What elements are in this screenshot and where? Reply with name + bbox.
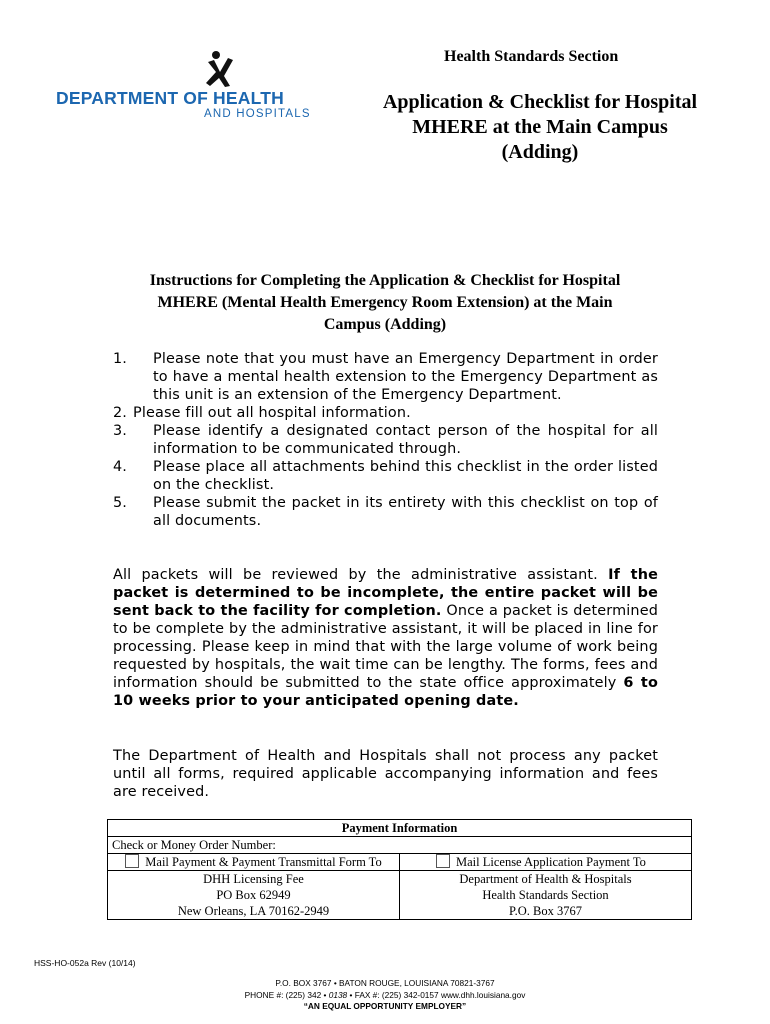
review-text: Once a packet is determined to be complete by the administrative assistant, it will be placed in line for processing. Please keep in mind that with the large volume of work being requested by hospitals, the wait time can be lengthy. The forms, fees and information should be submitted to the state office approximately <box>113 603 658 691</box>
list-item <box>113 404 658 422</box>
processing-paragraph: The Department of Health and Hospitals shall not process any packet until all forms, required applicable accompanying information and fees are received. <box>113 748 658 800</box>
step-number: 4. <box>113 459 128 475</box>
page-footer <box>185 978 585 1013</box>
step-number: 2. <box>113 405 128 421</box>
instructions-title-line: Campus (Adding) <box>323 316 447 333</box>
address-line: DHH Licensing Fee <box>203 872 304 886</box>
list-item <box>113 422 658 458</box>
instructions-title-line: MHERE (Mental Health Emergency Room Extension) at the Main <box>157 294 613 311</box>
mail-payment-label: Mail Payment & Payment Transmittal Form To <box>145 855 382 869</box>
payment-header: Payment Information <box>108 820 692 837</box>
timeline-note: 6 to 10 weeks prior to your anticipated opening date. <box>113 675 658 709</box>
mail-payment-option <box>108 854 400 871</box>
document-title-line: MHERE at the Main Campus <box>412 116 668 138</box>
instructions-title <box>110 270 660 336</box>
review-text: All packets will be reviewed by the administrative assistant. <box>113 567 609 583</box>
step-text: Please note that you must have an Emergency Department in order to have a mental health extension to the Emergency Department as this unit is an extension of the Emergency Department. <box>153 351 658 403</box>
document-title <box>370 90 710 165</box>
address-line: Department of Health & Hospitals <box>459 872 632 886</box>
document-title-line: Application & Checklist for Hospital <box>382 91 698 113</box>
payment-info-table <box>107 819 692 920</box>
address-line: New Orleans, LA 70162-2949 <box>177 904 330 918</box>
person-figure-icon <box>200 50 236 88</box>
check-number-label: Check or Money Order Number: <box>112 838 276 852</box>
mail-payment-checkbox[interactable] <box>125 854 139 868</box>
section-name: Health Standards Section <box>444 48 619 65</box>
footer-phone: PHONE #: (225) 342 • <box>244 989 329 1000</box>
form-code: HSS-HO-052a Rev (10/14) <box>34 958 136 968</box>
address-line: Health Standards Section <box>482 888 609 902</box>
footer-eoe: “AN EQUAL OPPORTUNITY EMPLOYER” <box>303 1001 467 1011</box>
step-text: Please place all attachments behind this checklist in the order listed on the checklist. <box>153 459 658 493</box>
list-item <box>113 350 658 404</box>
logo-text-primary: DEPARTMENT OF HEALTH <box>56 88 284 108</box>
incomplete-warning: If the packet is determined to be incomplete, the entire packet will be sent back to the facility for completion. <box>113 567 658 619</box>
footer-contact <box>185 990 585 1002</box>
list-item <box>113 458 658 494</box>
list-item <box>113 494 658 530</box>
instruction-steps <box>113 350 658 530</box>
footer-phone-ext: 0138 <box>328 989 348 1000</box>
step-number: 3. <box>113 423 128 439</box>
step-number: 1. <box>113 351 128 367</box>
check-number-field[interactable] <box>108 837 692 854</box>
instructions-title-line: Instructions for Completing the Application & Checklist for Hospital <box>149 272 621 289</box>
step-text: Please fill out all hospital information. <box>133 405 411 421</box>
step-number: 5. <box>113 495 128 511</box>
address-line: P.O. Box 3767 <box>509 904 582 918</box>
review-paragraph <box>113 566 658 710</box>
step-text: Please submit the packet in its entirety with this checklist on top of all documents. <box>153 495 658 529</box>
mail-license-label: Mail License Application Payment To <box>456 855 646 869</box>
step-text: Please identify a designated contact person of the hospital for all information to be communicated through. <box>153 423 658 457</box>
footer-address: P.O. BOX 3767 • BATON ROUGE, LOUISIANA 70821-3767 <box>275 978 495 988</box>
right-address <box>400 871 692 920</box>
address-line: PO Box 62949 <box>216 888 291 902</box>
document-title-line: (Adding) <box>501 141 579 163</box>
logo-text-secondary: AND HOSPITALS <box>204 108 311 120</box>
left-address <box>108 871 400 920</box>
mail-license-checkbox[interactable] <box>436 854 450 868</box>
mail-license-option <box>400 854 692 871</box>
footer-fax-web: • FAX #: (225) 342-0157 www.dhh.louisiana.gov <box>347 989 526 1000</box>
dhh-logo <box>56 50 316 122</box>
